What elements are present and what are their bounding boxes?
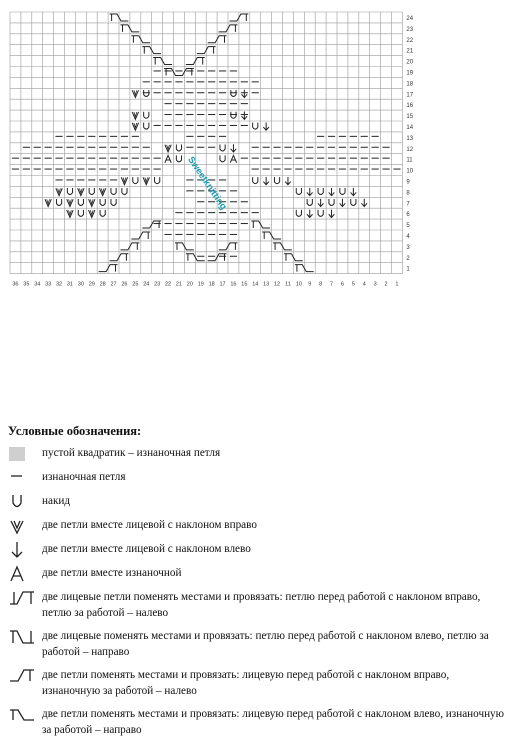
yarn-over-mark <box>351 199 356 206</box>
yarn-over-mark <box>253 177 258 184</box>
k2tog-right-symbol-icon <box>8 517 38 535</box>
yarn-over-mark <box>176 155 181 162</box>
column-number: 26 <box>121 281 128 288</box>
row-number: 16 <box>406 103 414 110</box>
column-number: 15 <box>241 281 248 288</box>
column-number: 12 <box>273 281 281 288</box>
column-number: 30 <box>77 281 84 288</box>
k2tog-left-mark <box>263 122 269 130</box>
yarn-over-mark <box>78 210 83 217</box>
p2tog-mark <box>230 155 236 162</box>
k2tog-left-mark <box>340 199 346 207</box>
yarn-over-mark <box>144 112 149 119</box>
row-number: 4 <box>406 233 410 240</box>
column-number: 1 <box>395 281 399 288</box>
column-number: 19 <box>197 281 204 288</box>
k2tog-left-mark <box>329 210 335 218</box>
row-number: 1 <box>406 266 410 273</box>
column-number: 27 <box>110 281 117 288</box>
column-number: 8 <box>319 281 323 288</box>
yarn-over-mark <box>220 155 225 162</box>
yarn-over-mark <box>144 123 149 129</box>
k2tog-left-mark <box>263 177 269 185</box>
yarn-over-mark <box>122 188 127 194</box>
column-number: 20 <box>186 281 193 288</box>
k2tog-left-mark <box>242 90 248 98</box>
yarn-over-mark <box>56 199 61 206</box>
k2tog-left-mark <box>361 199 367 207</box>
legend-item-text: две лицевые поменять местами и провязать: петлю перед работой с наклоном влево, петлю за работой – направо <box>42 630 489 658</box>
legend-item-k2tog-right <box>8 517 504 534</box>
row-numbers <box>406 16 413 273</box>
row-number: 18 <box>406 81 414 88</box>
row-number: 15 <box>406 114 414 121</box>
row-number: 21 <box>406 48 414 55</box>
yarn-over-mark <box>340 188 345 194</box>
column-number: 5 <box>351 281 355 288</box>
column-number: 36 <box>12 281 19 288</box>
yarn-over-mark <box>78 199 83 206</box>
k2tog-left-symbol-icon <box>8 541 38 559</box>
column-number: 25 <box>132 281 139 288</box>
k2tog-left-mark <box>231 144 237 152</box>
column-number: 3 <box>373 281 377 288</box>
row-number: 9 <box>406 179 410 186</box>
yarn-over-mark <box>253 123 258 129</box>
column-number: 24 <box>143 281 150 288</box>
column-number: 7 <box>330 281 334 288</box>
legend-item-cross-kk-right <box>8 589 504 621</box>
column-number: 14 <box>252 281 259 288</box>
column-number: 10 <box>295 281 302 288</box>
column-number: 22 <box>164 281 172 288</box>
cross-kk-right-symbol-icon <box>8 589 38 607</box>
legend-item-cross-kp-left <box>8 706 504 738</box>
yarn-over-mark <box>67 188 72 194</box>
column-number: 13 <box>263 281 270 288</box>
row-number: 20 <box>406 59 414 66</box>
row-number: 12 <box>406 146 414 153</box>
k2tog-left-mark <box>318 199 324 207</box>
legend-item-text: накид <box>42 495 71 507</box>
cross-kp-left-symbol-icon <box>8 706 38 724</box>
empty-symbol-icon <box>8 445 38 463</box>
row-number: 14 <box>406 124 414 131</box>
column-number: 23 <box>154 281 161 288</box>
legend-title: Условные обозначения: <box>8 424 142 438</box>
yarn-over-mark <box>307 199 312 206</box>
column-number: 32 <box>55 281 63 288</box>
column-number: 18 <box>208 281 215 288</box>
yo-symbol-icon <box>8 493 38 511</box>
column-number: 28 <box>99 281 106 288</box>
yarn-over-mark <box>296 188 301 194</box>
yarn-over-mark <box>176 144 181 151</box>
legend-item-cross-kk-left <box>8 628 504 660</box>
cross-kp-right-symbol-icon <box>8 667 38 685</box>
row-number: 8 <box>406 190 410 197</box>
k2tog-left-mark <box>329 188 335 196</box>
column-number: 16 <box>230 281 237 288</box>
legend-item-text: две петли поменять местами и провязать: лицевую перед работой с наклоном влево, изнаночную за работой – направо <box>42 708 505 736</box>
cross-kk-left-symbol-icon <box>8 628 38 646</box>
k2tog-left-mark <box>307 188 313 196</box>
watermark-text: Sweetknitting <box>185 154 229 213</box>
column-number: 11 <box>285 281 291 288</box>
legend-item-empty <box>8 445 504 462</box>
legend-item-text: две петли вместе лицевой с наклоном вправо <box>42 519 257 531</box>
column-number: 31 <box>66 281 74 288</box>
legend-items <box>8 445 504 738</box>
row-number: 23 <box>406 26 414 33</box>
p2tog-symbol-icon <box>8 565 38 583</box>
legend-item-cross-kp-right <box>8 667 504 699</box>
legend-item-text: две лицевые петли поменять местами и провязать: петлю перед работой с наклоном вправо, петлю за работой – налево <box>42 591 481 619</box>
column-number: 2 <box>384 281 388 288</box>
column-number: 35 <box>23 281 30 288</box>
yarn-over-mark <box>100 199 105 206</box>
purl-symbol-icon <box>8 469 38 487</box>
column-number: 6 <box>340 281 344 288</box>
row-number: 3 <box>406 244 410 251</box>
row-number: 19 <box>406 70 414 77</box>
yarn-over-mark <box>274 177 279 184</box>
column-number: 29 <box>88 281 95 288</box>
row-number: 22 <box>406 37 414 44</box>
legend-item-text: пустой квадратик – изнаночная петля <box>42 447 221 459</box>
column-number: 4 <box>362 281 366 288</box>
yarn-over-mark <box>133 177 138 184</box>
k2tog-left-mark <box>351 188 357 196</box>
row-number: 6 <box>406 212 410 219</box>
k2tog-left-mark <box>285 177 291 185</box>
row-number: 10 <box>406 168 414 175</box>
row-number: 2 <box>406 255 410 262</box>
yarn-over-mark <box>89 188 94 194</box>
row-number: 24 <box>406 15 414 22</box>
yarn-over-mark <box>111 199 116 206</box>
column-number: 9 <box>308 281 312 288</box>
column-number: 17 <box>219 281 226 288</box>
legend-item-yo <box>8 493 504 510</box>
legend-item-text: две петли вместе изнаночной <box>42 567 182 579</box>
yarn-over-mark <box>296 210 301 217</box>
legend-item-text: две петли вместе лицевой с наклоном влево <box>42 543 251 555</box>
row-number: 17 <box>406 92 414 99</box>
column-number: 21 <box>175 281 183 288</box>
legend-item-text: изнаночная петля <box>42 471 126 483</box>
k2tog-left-mark <box>307 210 313 218</box>
p2tog-mark <box>165 155 171 162</box>
yarn-over-mark <box>100 210 105 217</box>
row-number: 11 <box>406 157 413 164</box>
yarn-over-mark <box>318 210 323 217</box>
legend-item-text: две петли поменять местами и провязать: лицевую перед работой с наклоном вправо, изнаночную за работой – налево <box>42 669 450 697</box>
yarn-over-mark <box>155 177 160 184</box>
legend-item-purl <box>8 469 504 486</box>
k2tog-left-mark <box>242 112 248 120</box>
yarn-over-mark <box>329 199 334 206</box>
yarn-over-mark <box>111 188 116 194</box>
column-numbers <box>12 282 398 288</box>
row-number: 13 <box>406 135 414 142</box>
legend-item-p2tog <box>8 565 504 582</box>
row-number: 7 <box>406 201 410 208</box>
column-number: 33 <box>45 281 52 288</box>
legend <box>8 424 504 745</box>
grid-lines <box>10 12 402 274</box>
legend-item-k2tog-left <box>8 541 504 558</box>
row-number: 5 <box>406 223 410 230</box>
yarn-over-mark <box>318 188 323 194</box>
column-number: 34 <box>34 281 41 288</box>
yarn-over-mark <box>220 144 225 151</box>
